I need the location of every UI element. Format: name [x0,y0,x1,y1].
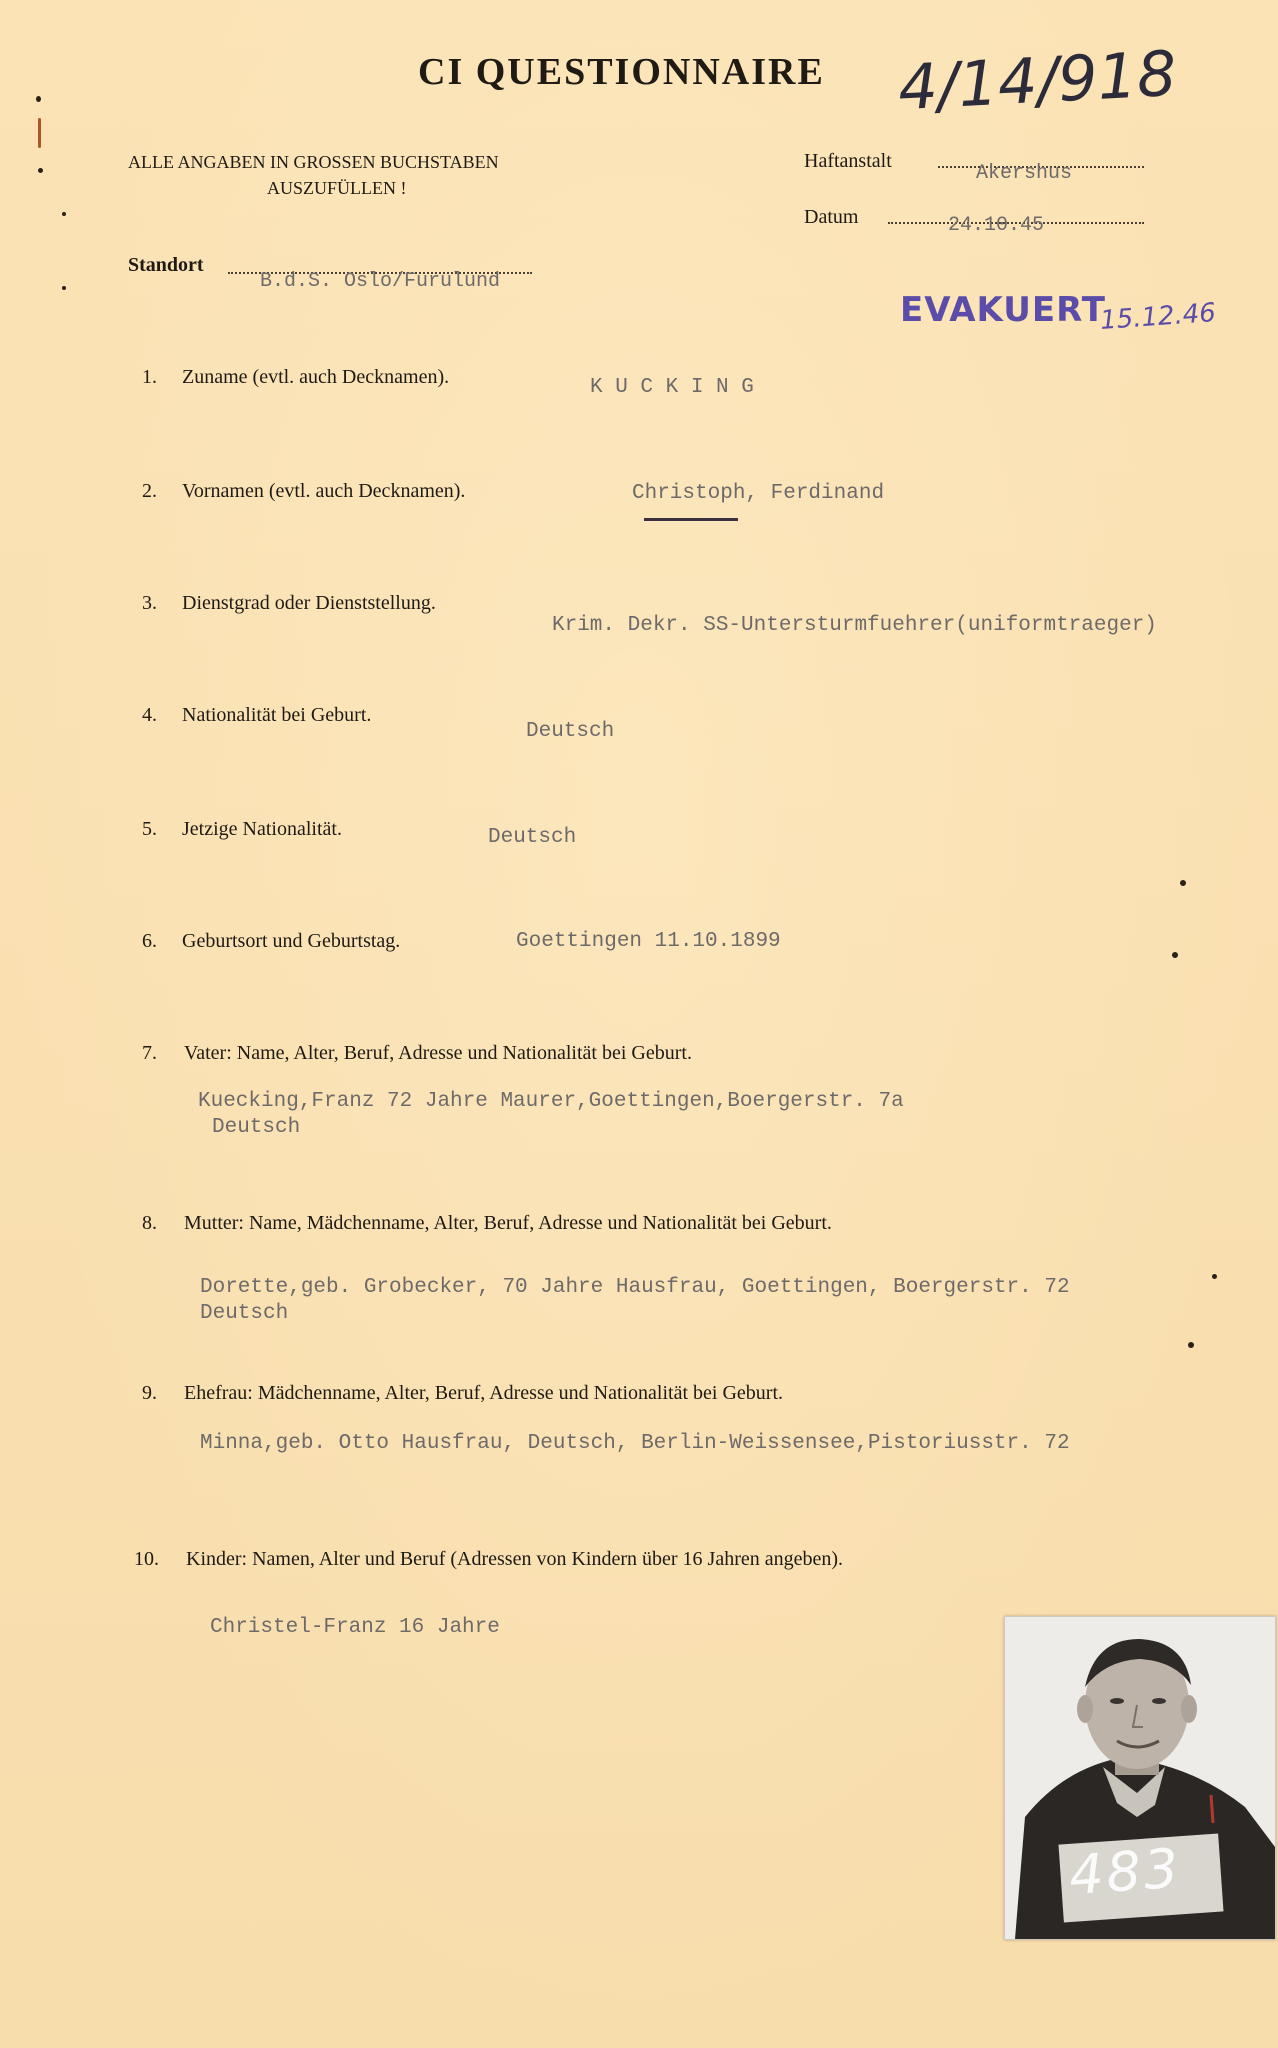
standort-label: Standort [128,254,204,276]
question-label-5: Jetzige Nationalität. [182,818,342,840]
underline-mark [644,518,738,521]
punch-mark [62,212,66,216]
answer-10: Christel-Franz 16 Jahre [210,1616,500,1639]
question-label-10: Kinder: Namen, Alter und Beruf (Adressen von Kindern über 16 Jahren angeben). [186,1548,844,1570]
speck [1180,880,1186,886]
question-number-2: 2. [142,480,157,502]
punch-mark [36,96,41,102]
question-label-2: Vornamen (evtl. auch Decknamen). [182,480,466,502]
question-label-1: Zuname (evtl. auch Decknamen). [182,366,450,388]
question-label-8: Mutter: Name, Mädchenname, Alter, Beruf, Adresse und Nationalität bei Geburt. [184,1212,832,1234]
answer-3: Krim. Dekr. SS-Untersturmfuehrer(uniformtraeger) [552,614,1157,637]
question-number-9: 9. [142,1382,157,1404]
answer-8: Dorette,geb. Grobecker, 70 Jahre Hausfrau, Goettingen, Boergerstr. 72 [200,1276,1070,1299]
question-number-10: 10. [134,1548,159,1570]
question-label-7: Vater: Name, Alter, Beruf, Adresse und Nationalität bei Geburt. [184,1042,692,1064]
datum-value: 24.10.45 [948,214,1045,237]
instruction-line-1: ALLE ANGABEN IN GROSSEN BUCHSTABEN [128,152,499,172]
page-title: CI QUESTIONNAIRE [418,51,825,93]
punch-mark [62,286,66,290]
mugshot-photo [1004,1616,1276,1940]
speck [1212,1274,1217,1279]
instruction-line-2: AUSZUFÜLLEN ! [267,178,407,198]
punch-mark [38,118,41,148]
answer-9: Minna,geb. Otto Hausfrau, Deutsch, Berlin-Weissensee,Pistoriusstr. 72 [200,1432,1070,1455]
question-number-6: 6. [142,930,157,952]
question-number-7: 7. [142,1042,157,1064]
stamp-date: 15.12.46 [1099,297,1217,337]
prisoner-number: 483 [1066,1836,1184,1908]
question-label-3: Dienstgrad oder Dienststellung. [182,592,436,614]
handwritten-reference: 4/14/918 [896,36,1179,125]
question-number-3: 3. [142,592,157,614]
answer-7: Kuecking,Franz 72 Jahre Maurer,Goettingen,Boergerstr. 7a [198,1090,904,1113]
question-number-8: 8. [142,1212,157,1234]
speck [1188,1342,1194,1348]
answer-2: Christoph, Ferdinand [632,482,885,505]
standort-value: B.d.S. Oslo/Furulund [260,270,501,293]
answer-8-nationality: Deutsch [200,1302,289,1325]
answer-7-nationality: Deutsch [212,1116,301,1139]
question-label-6: Geburtsort und Geburtstag. [182,930,401,952]
speck [1172,952,1178,958]
answer-5: Deutsch [488,826,577,849]
datum-label: Datum [804,206,859,228]
question-number-5: 5. [142,818,157,840]
haftanstalt-value: Akershus [976,162,1073,185]
question-number-4: 4. [142,704,157,726]
answer-1: K U C K I N G [590,376,754,399]
question-label-9: Ehefrau: Mädchenname, Alter, Beruf, Adresse und Nationalität bei Geburt. [184,1382,784,1404]
punch-mark [38,168,43,173]
question-label-4: Nationalität bei Geburt. [182,704,372,726]
evakuert-stamp: EVAKUERT [900,290,1106,330]
answer-4: Deutsch [526,720,615,743]
question-number-1: 1. [142,366,157,388]
haftanstalt-label: Haftanstalt [804,150,892,172]
answer-6: Goettingen 11.10.1899 [516,930,781,953]
